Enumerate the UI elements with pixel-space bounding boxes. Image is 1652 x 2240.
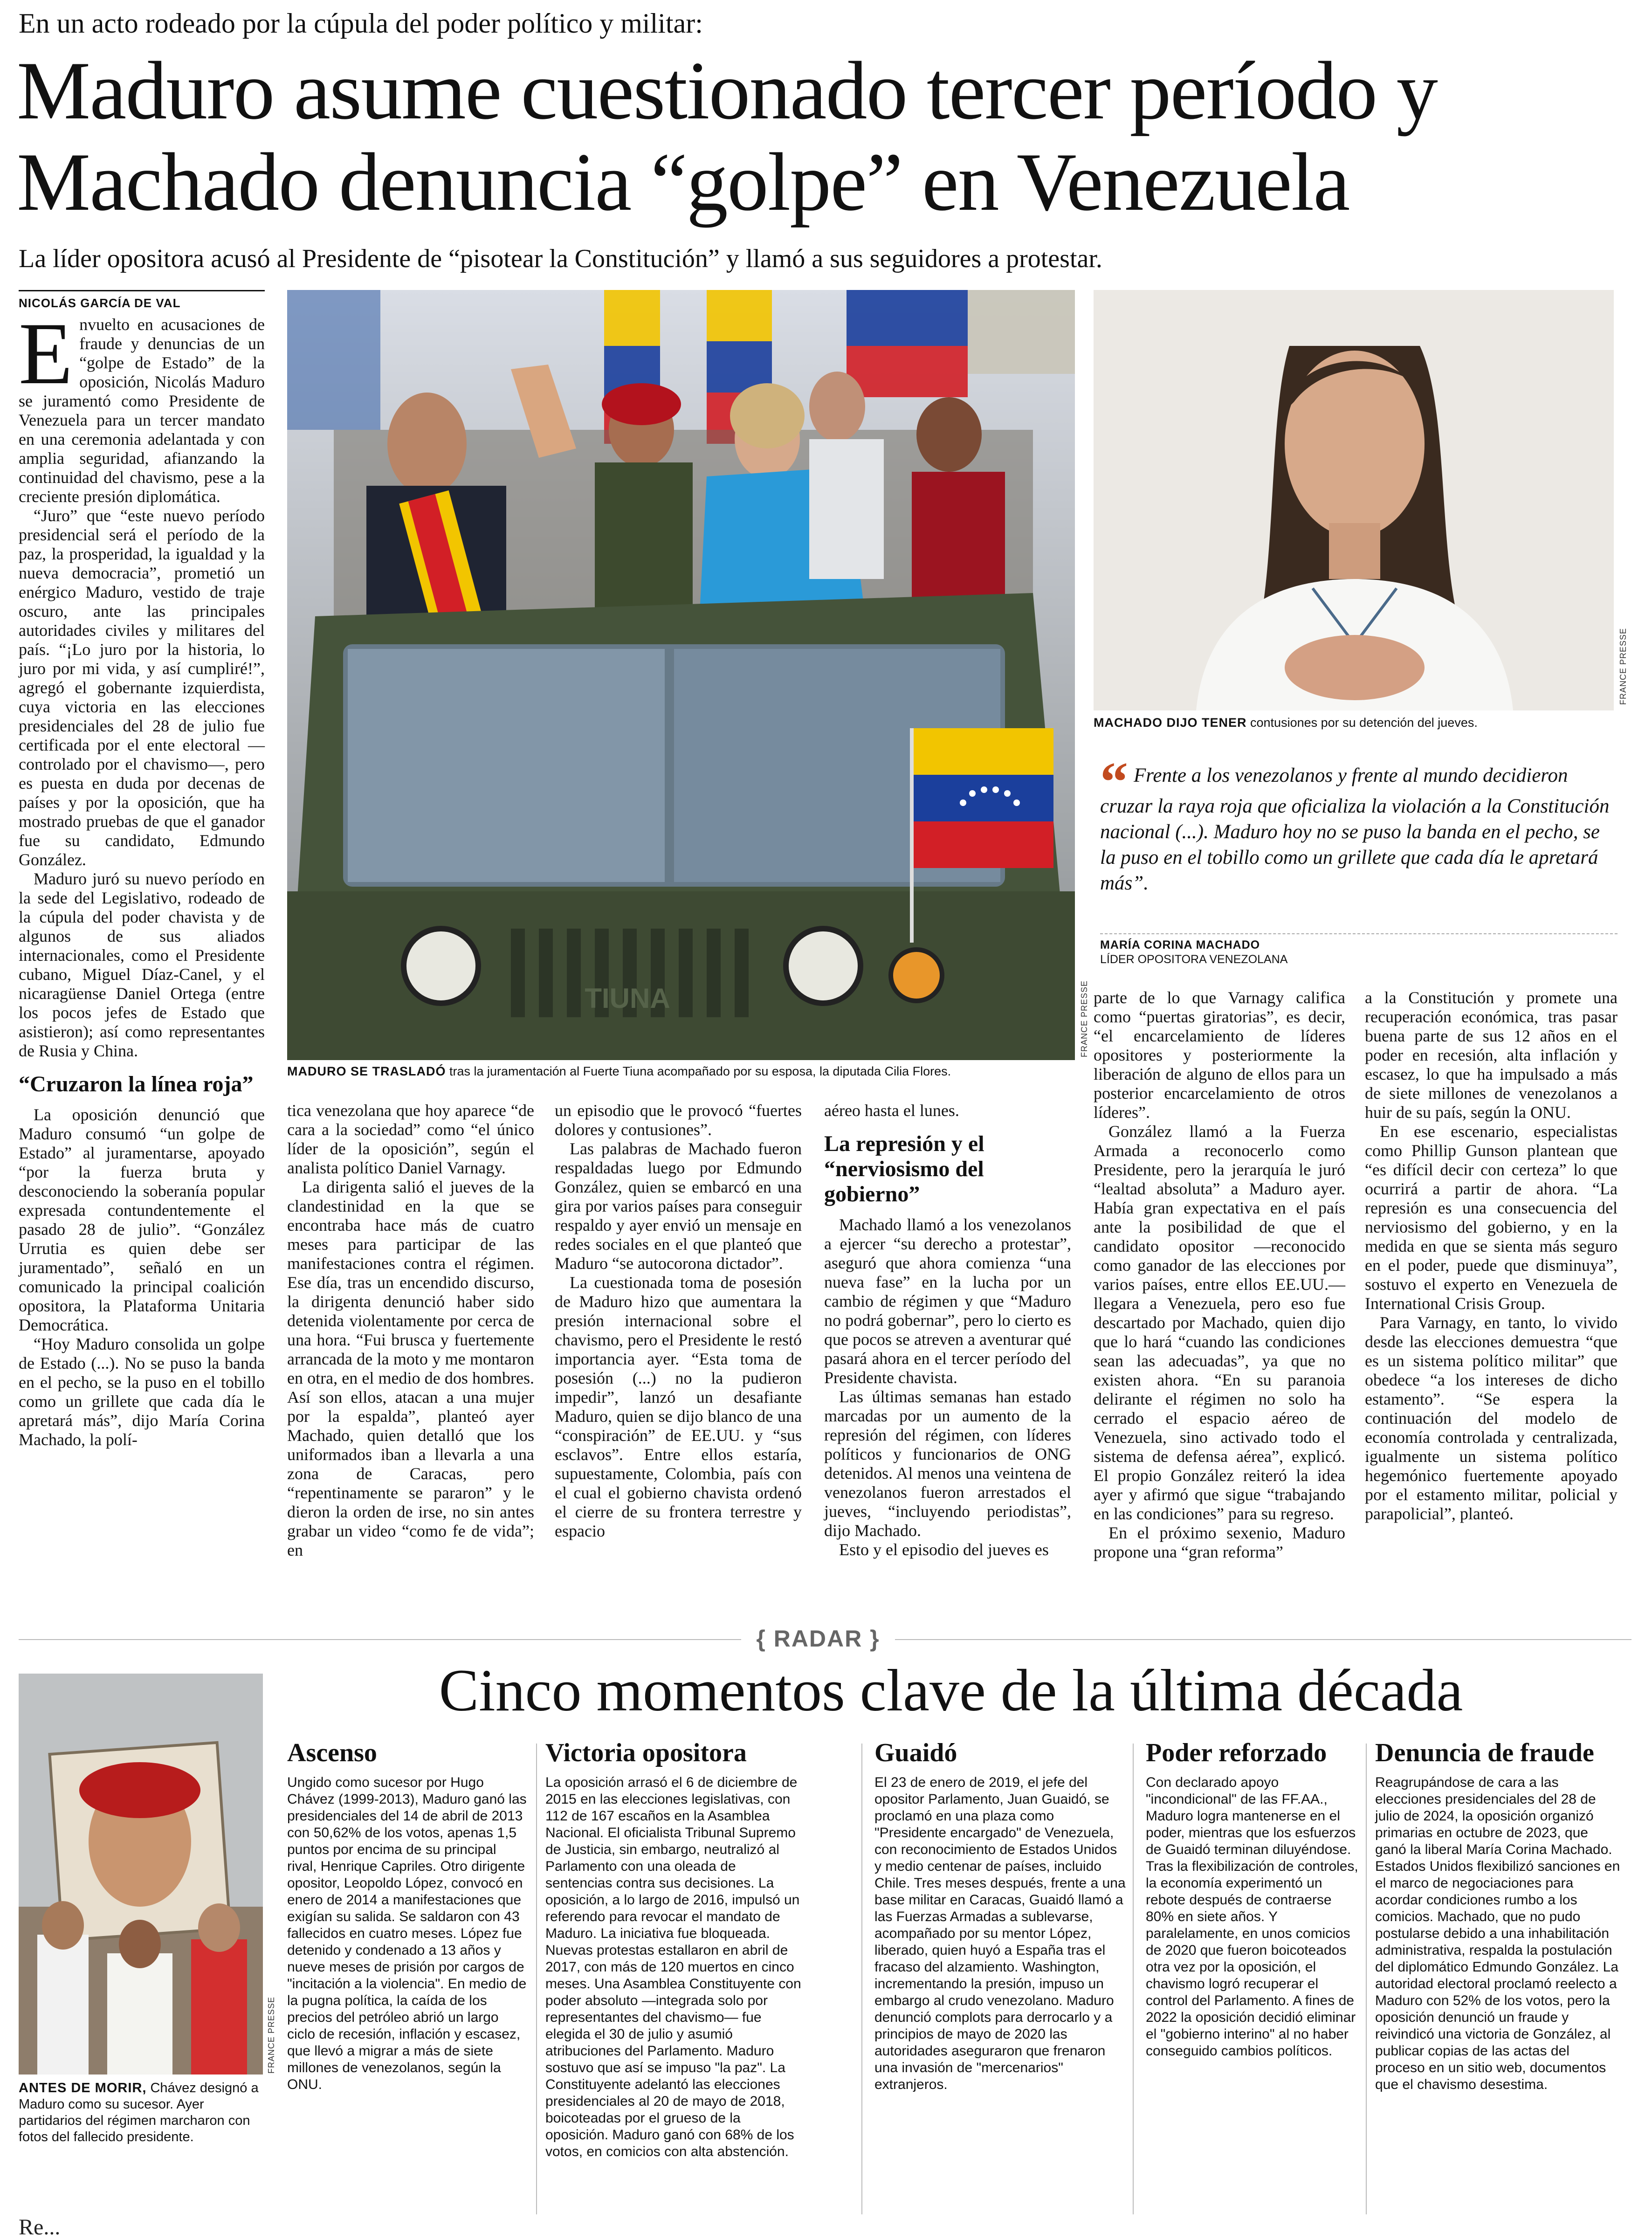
article-column-1 xyxy=(19,305,265,1449)
radar-label: { RADAR } xyxy=(741,1625,895,1652)
article-paragraph: tica venezolana que hoy aparece “de cara a la sociedad” como “el único líder de la oposición”, según el analista político Daniel Varnagy. xyxy=(287,1101,534,1177)
article-paragraph: Envuelto en acusaciones de fraude y denuncias de un “golpe de Estado” de la oposición, Nicolás Maduro se juramentó como Presidente de Venezuela para un tercer mandato en una ceremonia adelantada y con amplia seguridad, afianzando la continuidad del chavismo, pese a la creciente presión diplomática. xyxy=(19,305,265,506)
portrait-photo-caption xyxy=(1094,715,1620,730)
main-photo-credit: FRANCE PRESSE xyxy=(1080,980,1089,1057)
article-paragraph: La oposición denunció que Maduro consumó “un golpe de Estado” al juramentarse, apoyado “por la fuerza bruta y desconociendo la soberanía popular expresada contundentemente el pasado 28 de julio”. “González Urrutia es quien debe ser juramentado”, señaló en un comunicado la principal coalición opositora, la Plataforma Unitaria Democrática. xyxy=(19,1105,265,1334)
radar-title: Cinco momentos clave de la última década xyxy=(439,1657,1463,1723)
article-paragraph: Esto y el episodio del jueves es xyxy=(839,1540,1049,1559)
radar-caption-lead: ANTES DE MORIR, xyxy=(19,2081,147,2095)
column-divider xyxy=(1133,1744,1134,2214)
timeline-heading: Guaidó xyxy=(874,1738,957,1767)
article-paragraph: un episodio que le provocó “fuertes dolores y contusiones”. xyxy=(555,1101,802,1139)
cut-off-text: Re... xyxy=(19,2215,61,2240)
kicker: En un acto rodeado por la cúpula del poder político y militar: xyxy=(19,8,703,39)
article-paragraph: La cuestionada toma de posesión de Maduro hizo que aumentara la presión internacional sobre el chavismo, pero el Presidente le restó importancia ayer. “Esta toma de posesión (...) no la pudieron impedir”, lanzó un desafiante Maduro, quien se dijo blanco de una “conspiración” de EE.UU. y “sus esclavos”. Entre ellos estaría, supuestamente, Colombia, país con el cual el gobierno chavista ordenó el cierre de su frontera terrestre y espacio xyxy=(555,1273,802,1540)
article-column-4 xyxy=(824,1101,1071,1559)
main-caption-lead: MADURO SE TRASLADÓ xyxy=(287,1064,446,1078)
radar-photo xyxy=(19,1674,263,2075)
article-paragraph: Las últimas semanas han estado marcadas por un aumento de la represión del régimen, con líderes políticos y funcionarios de ONG detenidos. Al menos una veintena de venezolanos fueron arrestados el jueves, “incluyendo periodistas”, dijo Machado. xyxy=(824,1387,1071,1540)
article-paragraph: aéreo hasta el lunes. xyxy=(824,1101,959,1120)
pull-quote xyxy=(1100,751,1618,896)
timeline-heading: Denuncia de fraude xyxy=(1375,1738,1594,1767)
portrait-photo xyxy=(1094,290,1614,710)
article-paragraph: En ese escenario, especialistas como Phillip Gunson plantean que “es difícil decir con certeza” lo que ocurrirá a partir de ahora. “La represión es una consecuencia del nerviosismo del gobierno, y en la medida en que se sienta más seguro en el poder, puede que disminuya”, sostuvo el experto en Venezuela de International Crisis Group. xyxy=(1365,1122,1618,1313)
quote-mark-icon: “ xyxy=(1100,751,1128,813)
pull-quote-attribution xyxy=(1100,933,1618,967)
timeline-column-ascenso xyxy=(287,1739,530,2093)
headline xyxy=(17,45,1639,227)
timeline-column-guaido xyxy=(874,1739,1126,2093)
timeline-heading: Victoria opositora xyxy=(545,1738,747,1767)
timeline-heading: Poder reforzado xyxy=(1146,1738,1327,1767)
timeline-column-denuncia xyxy=(1375,1739,1622,2093)
pull-quote-text: Frente a los venezolanos y frente al mundo decidieron cruzar la raya roja que oficializa la violación a la Constitución nacional (...). Maduro hoy no se puso la banda en el pecho, se la puso en el tobillo como un grillete que cada día le apretará más”. xyxy=(1100,765,1610,894)
article-paragraph: a la Constitución y promete una recuperación económica, tras pasar buena parte de sus 12 años en el poder en recesión, alta inflación y escasez, lo que ha impulsado a más de siete millones de venezolanos a huir de su país, según la ONU. xyxy=(1365,988,1618,1122)
timeline-text: Ungido como sucesor por Hugo Chávez (1999-2013), Maduro ganó las presidenciales del 14 de abril de 2013 con 50,62% de los votos, apenas 1,5 puntos por encima de su principal rival, Henrique Capriles. Otro dirigente opositor, Leopoldo López, convocó en enero de 2014 a manifestaciones que exigían su salida. Se saldaron con 43 fallecidos en cuatro meses. López fue detenido y condenado a 13 años y nueve meses de prisión por cargos de "incitación a la violencia". En medio de la pugna política, la caída de los precios del petróleo abrió un largo ciclo de recesión, inflación y escasez, que llevó a migrar a más de siete millones de venezolanos, según la ONU. xyxy=(287,1775,527,2092)
article-paragraph: Maduro juró su nuevo período en la sede del Legislativo, rodeado de la cúpula del poder chavista y de algunos de sus aliados internacionales, como el Presidente cubano, Miguel Díaz-Canel, y el nicaragüense Daniel Ortega (entre los pocos jefes de Estado que asistieron); así como representantes de Rusia y China. xyxy=(19,869,265,1060)
main-photo-illustration xyxy=(287,290,1075,1060)
main-photo-caption xyxy=(287,1064,1080,1079)
quote-author-role: LÍDER OPOSITORA VENEZOLANA xyxy=(1100,953,1288,966)
article-paragraph: parte de lo que Varnagy califica como “puertas giratorias”, es decir, “el encarcelamiento de líderes opositores y posteriormente la liberación de alguno de ellos para un posterior encarcelamiento de otros líderes”. xyxy=(1094,988,1345,1122)
article-paragraph: Las palabras de Machado fueron respaldadas luego por Edmundo González, quien se embarcó en una gira por varios países para conseguir respaldo y ayer envió un mensaje en redes sociales en el que planteó que Maduro “se autocorona dictador”. xyxy=(555,1139,802,1273)
portrait-caption-lead: MACHADO DIJO TENER xyxy=(1094,716,1247,730)
portrait-photo-credit: FRANCE PRESSE xyxy=(1618,627,1628,705)
article-paragraph: En el próximo sexenio, Maduro propone una “gran reforma” xyxy=(1094,1523,1345,1561)
article-column-3 xyxy=(555,1101,802,1541)
drop-cap: E xyxy=(19,305,73,403)
portrait-illustration xyxy=(1094,290,1614,710)
article-paragraph: Para Varnagy, en tanto, lo vivido desde las elecciones demuestra “que es un sistema político militar” que obedece “a los intereses de dicho estamento”. “Se espera la continuación del modelo de economía controlada y centralizada, igualmente un sistema político hegemónico fuertemente apoyado por el estamento militar, policial y parapolicial”, planteó. xyxy=(1365,1313,1618,1523)
timeline-column-poder xyxy=(1146,1739,1360,2060)
article-paragraph: Machado llamó a los venezolanos a ejercer “su derecho a protestar”, aseguró que ahora comienza “una nueva fase” en la lucha por un cambio de régimen y que “Maduro no podrá gobernar”, pero lo cierto es que pocos se atreven a aventurar qué pasará ahora en el tercer período del Presidente chavista. xyxy=(824,1215,1071,1387)
article-paragraph: “Hoy Maduro consolida un golpe de Estado (...). No se puso la banda en el pecho, se la puso en el tobillo como un grillete que cada día le apretará más”, dijo María Corina Machado, la polí- xyxy=(19,1335,265,1449)
timeline-column-victoria xyxy=(545,1739,802,2160)
article-column-5 xyxy=(1094,988,1345,1562)
main-photo xyxy=(287,290,1075,1060)
headline-line-2: Machado denuncia “golpe” en Venezuela xyxy=(17,136,1349,228)
column-divider xyxy=(536,1744,537,2214)
headline-line-1: Maduro asume cuestionado tercer período y xyxy=(17,44,1437,137)
article-paragraph: La dirigenta salió el jueves de la clandestinidad en la que se encontraba hace más de cuatro meses para participar de las manifestaciones contra el régimen. Ese día, tras un encendido discurso, la dirigenta denunció haber sido detenida violentamente por cerca de una hora. “Fui bruscа y fuertemente arrancada de la moto y me montaron en otra, en el medio de dos hombres. Así son ellos, atacan a una mujer por la espalda”, planteó ayer Machado, quien detalló que los uniformados iban a llevarla a una zona de Caracas, pero “repentinamente se pararon” y le dieron la orden de irse, no sin antes grabar un video “como fe de vida”; en xyxy=(287,1178,534,1559)
section-heading: “Cruzaron la línea roja” xyxy=(19,1072,254,1096)
radar-photo-caption xyxy=(19,2080,266,2145)
timeline-text: Con declarado apoyo "incondicional" de las FF.AA., Maduro logra mantenerse en el poder, mientras que los esfuerzos de Guaidó terminan diluyéndose. Tras la flexibilización de controles, la economía experimentó un rebote después de contraerse 80% en siete años. Y paralelamente, en unos comicios de 2020 que fueron boicoteados otra vez por la oposición, el chavismo logró recuperar el control del Parlamento. A fines de 2022 la oposición decidió eliminar el "gobierno interino" al no haber conseguido cambios políticos. xyxy=(1146,1775,1358,2059)
portrait-caption-text: contusiones por su detención del jueves. xyxy=(1246,716,1478,730)
column-divider xyxy=(861,1744,862,2214)
byline: NICOLÁS GARCÍA DE VAL xyxy=(19,290,265,310)
article-paragraph: González llamó a la Fuerza Armada a reconocerlo como Presidente, pero la jerarquía le juró “lealtad absoluta” a Maduro ayer. Había gran expectativa en el país ante la posibilidad de que el candidato opositor —reconocido como ganador de las elecciones por varios países, entre ellos EE.UU.— llegara a Venezuela, pero eso fue descartado por Machado, quien dijo que lo hará “cuando las condiciones sean las adecuadas”, ya que no existen ahora. “En su paranoia delirante el régimen no solo ha cerrado el espacio aéreo de Venezuela, sino activado todo el sistema de defensa aérea”, explicó. El propio González reiteró la idea ayer y afirmó que sigue “trabajando en las condiciones” para su regreso. xyxy=(1094,1122,1345,1523)
article-column-6 xyxy=(1365,988,1618,1523)
radar-caption-text: Chávez designó a Maduro como su sucesor. Ayer partidarios del régimen marcharon con fotos del fallecido presidente. xyxy=(19,2081,259,2144)
timeline-text: Reagrupándose de cara a las elecciones presidenciales del 28 de julio de 2024, la oposición organizó primarias en octubre de 2023, que ganó la liberal María Corina Machado. Estados Unidos flexibilizó sanciones en el marco de negociaciones para acordar condiciones rumbo a los comicios. Machado, que no pudo postularse debido a una inhabilitación administrativa, respalda la postulación del diplomático Edmundo González. La autoridad electoral proclamó reelecto a Maduro con 52% de los votos, pero la oposición denunció un fraude y reivindicó una victoria de González, al publicar copias de las actas del proceso en un sitio web, documentos que el chavismo desestima. xyxy=(1375,1775,1620,2092)
radar-label-text: RADAR xyxy=(773,1626,863,1652)
column-divider xyxy=(1366,1744,1367,2214)
radar-photo-credit: FRANCE PRESSE xyxy=(267,1996,276,2074)
main-caption-text: tras la juramentación al Fuerte Tiuna acompañado por su esposa, la diputada Cilia Flores. xyxy=(446,1064,951,1078)
timeline-text: El 23 de enero de 2019, el jefe del opositor Parlamento, Juan Guaidó, se proclamó en una plaza como "Presidente encargado" de Venezuela, con reconocimiento de Estados Unidos y medio centenar de países, incluido Chile. Tres meses después, frente a una base militar en Caracas, Guaidó llamó a las Fuerzas Armadas a sublevarse, acompañado por su mentor López, liberado, quien huyó a España tras el fracaso del alzamiento. Washington, incrementando la presión, impuso un embargo al crudo venezolano. Maduro denunció complots para derrocarlo y a principios de mayo de 2020 las autoridades aseguraron que frenaron una invasión de "mercenarios" extranjeros. xyxy=(874,1775,1126,2092)
timeline-text: La oposición arrasó el 6 de diciembre de 2015 en las elecciones legislativas, con 112 de 167 escaños en la Asamblea Nacional. El oficialista Tribunal Supremo de Justicia, sin embargo, neutralizó al Parlamento con una oleada de sentencias contra sus decisiones. La oposición, a lo largo de 2016, impulsó un referendo para revocar el mandato de Maduro. La iniciativa fue bloqueada. Nuevas protestas estallaron en abril de 2017, con más de 120 muertos en cinco meses. Una Asamblea Constituyente con poder absoluto —integrada solo por representantes del chavismo— fue elegida el 30 de julio y asumió atribuciones del Parlamento. Maduro sostuvo que así se impuso "la paz". La Constituyente adelantó las elecciones presidenciales al 20 de mayo de 2018, boicoteadas por el grueso de la oposición. Maduro ganó con 68% de los votos, en comicios con alta abstención. xyxy=(545,1775,801,2159)
radar-photo-illustration xyxy=(19,1674,263,2075)
quote-author-name: MARÍA CORINA MACHADO xyxy=(1100,938,1260,951)
article-paragraph: “Juro” que “este nuevo período presidencial será el período de la paz, la prosperidad, la igualdad y la nueva democracia”, prometió un enérgico Maduro, vestido de traje oscuro, ante las principales autoridades civiles y militares del país. “¡Lo juro por la historia, lo juro por mi vida, y así cumpliré!”, agregó el gobernante izquierdista, cuya victoria en las elecciones presidenciales del 28 de julio fue certificada por el ente electoral —controlado por el chavismo—, pero es puesta en duda por decenas de países y por la oposición, que ha mostrado pruebas de que el ganador fue su candidato, Edmundo González. xyxy=(19,506,265,869)
timeline-heading: Ascenso xyxy=(287,1738,377,1767)
article-column-2 xyxy=(287,1101,534,1560)
vehicle-plate: TIUNA xyxy=(585,983,670,1014)
subheadline: La líder opositora acusó al Presidente de “pisotear la Constitución” y llamó a sus seguidores a protestar. xyxy=(19,244,1102,273)
section-heading: La represión y el “nerviosismo del gobierno” xyxy=(824,1131,984,1206)
